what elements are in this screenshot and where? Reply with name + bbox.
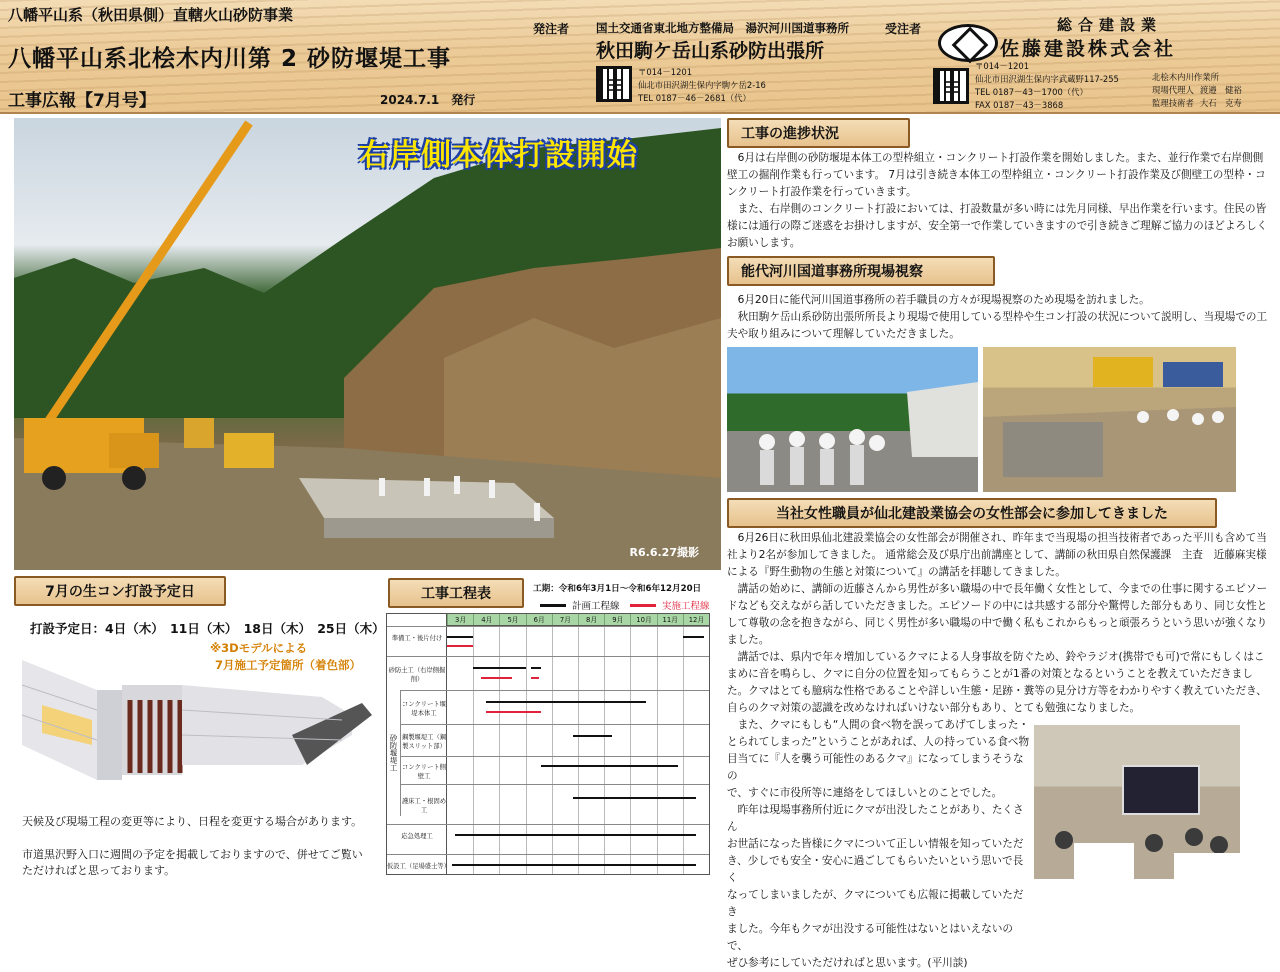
women-paragraph-5-line-5: ました。今年もクマが出没する可能性はないとはいえないので、	[727, 923, 1014, 952]
gantt-month-label: 4月	[473, 614, 499, 625]
company-qr-code	[933, 68, 969, 104]
inspection-photo-1	[727, 347, 978, 492]
gantt-month-label: 8月	[578, 614, 604, 625]
gantt-month-label: 3月	[447, 614, 473, 625]
gantt-row-label: 応急処理工	[401, 833, 433, 840]
gantt-month-label: 6月	[526, 614, 552, 625]
gantt-row-label: 護床工・根固め工	[401, 798, 447, 814]
gantt-row	[387, 656, 709, 690]
gantt-actual-bar	[486, 711, 541, 713]
office-name: 秋田駒ケ岳山系砂防出張所	[596, 40, 825, 62]
progress-paragraph-2: また、右岸側のコンクリート打設においては、打設数量が多い時には先月同様、早出作業を行います。住民の皆様には通行の際ご迷惑をお掛けしますが、安全第一で作業していきますので引き続きご理解ご協力のほどよろしくお願いします。	[727, 203, 1268, 249]
gantt-month-label: 5月	[499, 614, 525, 625]
staff-row	[1152, 97, 1272, 110]
women-paragraph-5-line-6: ぜひ参考にしていただければと思います。(平川談)	[727, 957, 968, 969]
office-qr-code	[596, 66, 632, 102]
company-name: 佐藤建設株式会社	[1000, 38, 1177, 60]
staff-name: 大石 克寿	[1199, 98, 1242, 108]
office-address-block	[638, 66, 766, 105]
dam-3d-model	[22, 655, 372, 785]
progress-body	[727, 150, 1272, 252]
contractor-label: 受注者	[885, 22, 922, 36]
gantt-plan-bar	[683, 636, 704, 638]
seminar-photo	[1034, 725, 1240, 879]
office-tel: TEL 0187－46－2681（代）	[638, 93, 751, 103]
weekly-notice-line-1: 市道黒沢野入口に週間の予定を掲載しておりますので、併せてご覧い	[22, 848, 363, 861]
inspection-scene-2	[983, 347, 1236, 492]
company-type: 総合建設業	[1057, 16, 1163, 34]
gantt-row	[387, 854, 709, 884]
model-note-line-2: 7月施工予定箇所（着色部）	[215, 658, 362, 672]
schedule-heading: 7月の生コン打設予定日	[14, 576, 226, 606]
gantt-month-label: 12月	[683, 614, 709, 625]
site-office: 北桧木内川作業所	[1152, 72, 1219, 82]
company-logo-icon	[938, 24, 998, 62]
gantt-actual-bar	[531, 677, 539, 679]
legend-actual-swatch	[630, 604, 656, 607]
women-paragraph-4-line-1: また、クマにもしも“人間の食べ物を誤ってあげてしまった・	[727, 719, 1030, 731]
pour-dates: 打設予定日：4日（木） 11日（木） 18日（木） 25日（木）	[30, 621, 385, 636]
gantt-month-label: 7月	[552, 614, 578, 625]
gantt-row	[401, 724, 709, 756]
gantt-month-label: 10月	[630, 614, 656, 625]
gantt-row-label: 鋼製堰堤工（鋼製スリット部）	[401, 734, 447, 750]
weekly-notice	[22, 847, 363, 879]
inspection-paragraph-1: 6月20日に能代河川国道事務所の若手職員の方々が現場視察のため現場を訪れました。	[727, 294, 1150, 306]
gantt-plan-bar	[541, 765, 677, 767]
company-fax: FAX 0187－43－3868	[975, 100, 1064, 110]
gantt-row	[401, 756, 709, 784]
seminar-audience	[1034, 725, 1240, 879]
progress-paragraph-1: 6月は右岸側の砂防堰堤本体工の型枠組立・コンクリート打設作業を開始しました。また、並行作業で右岸側側壁工の掘削作業も行っています。 7月は引き続き本体工の型枠組立・コンクリート打設作業及び側壁工の型枠・コンクリート打設作業を行っていきます。	[727, 152, 1266, 198]
inspection-heading: 能代河川国道事務所現場視察	[727, 256, 995, 286]
gantt-actual-bar	[481, 677, 512, 679]
company-tel: TEL 0187－43－1700（代）	[975, 87, 1088, 97]
model-note-line-1: ※3Dモデルによる	[210, 641, 308, 655]
staff-block	[1152, 71, 1272, 110]
legend-plan-swatch	[540, 604, 566, 607]
gantt-month-label: 9月	[604, 614, 630, 625]
dam-3d-model-illustration	[22, 655, 372, 785]
main-construction-photo	[14, 118, 721, 570]
project-title: 八幡平山系北桧木内川第 2 砂防堰堤工事	[8, 46, 452, 72]
gantt-group-label: 砂防堰堤工	[387, 690, 401, 816]
gantt-row-label: 砂防土工（右岸側掘削）	[388, 667, 446, 683]
inspection-paragraph-2: 秋田駒ケ岳山系砂防出張所所長より現場で使用している型枠や生コン打設の状況について説明し、当現場での工夫や取り組みについて理解していただきました。	[727, 311, 1268, 340]
women-paragraph-5-line-3: き、少しでも安全・安心に過ごしてもらいたいという思いで長く	[727, 855, 1024, 884]
inspection-body	[727, 292, 1272, 343]
gantt-row-label: コンクリート側壁工	[402, 764, 446, 780]
staff-role: 現場代理人	[1152, 85, 1194, 95]
gantt-row-label: コンクリート堰堤本体工	[402, 701, 446, 717]
women-paragraph-5-line-4: なってしまいましたが、クマについても広報に掲載していただき	[727, 889, 1024, 918]
women-paragraph-4-line-2: とられてしまった”ということがあれば、人の持っている食べ物	[727, 736, 1030, 748]
gantt-month-label: 11月	[657, 614, 683, 625]
gantt-plan-bar	[452, 864, 696, 866]
inspection-photo-2	[983, 347, 1236, 492]
change-notice: 天候及び現場工程の変更等により、日程を変更する場合があります。	[22, 815, 363, 828]
office-postal: 〒014－1201	[638, 67, 693, 77]
weekly-notice-line-2: ただければと思っております。	[22, 864, 176, 877]
orderer-name: 国土交通省東北地方整備局 湯沢河川国道事務所	[596, 21, 849, 35]
staff-role: 監理技術者	[1152, 98, 1194, 108]
main-photo-caption: 右岸側本体打設開始	[359, 138, 638, 173]
gantt-plan-bar	[486, 701, 646, 703]
page-header	[0, 0, 1280, 114]
project-subtitle: 八幡平山系（秋田県側）直轄火山砂防事業	[8, 6, 294, 24]
gantt-plan-bar	[473, 667, 525, 669]
office-address: 仙北市田沢湖生保内字駒ケ岳2-16	[638, 80, 766, 90]
gantt-plan-bar	[447, 636, 473, 638]
gantt-row-label: 仮設工（足場盛土等）	[387, 863, 450, 870]
women-paragraph-5-line-1: 昨年は現場事務所付近にクマが出没したことがあり、たくさん	[727, 804, 1024, 833]
women-paragraph-4-line-4: で、すぐに市役所等に連絡をしてほしいとのことでした。	[727, 787, 1003, 799]
gantt-period: 工期：令和6年3月1日～令和6年12月20日	[533, 584, 702, 594]
women-paragraph-4-line-3: 目当てに『人を襲う可能性のあるクマ』になってしまうそうなの	[727, 753, 1024, 782]
issue-date: 2024.7.1 発行	[380, 93, 476, 107]
construction-scene-illustration	[14, 118, 721, 570]
legend-actual	[630, 598, 710, 612]
legend-plan	[540, 598, 620, 612]
women-paragraph-3: 講話では、県内で年々増加しているクマによる人身事故を防ぐため、鈴やラジオ(携帯でも可)で常にもしくはこまめに音を鳴らし、クマに自分の位置を知ってもらうことが1番の対策となるということを教えていただきました。クマはとても臆病な性格であることや詳しい生態・足跡・糞等の見分け方等をわかりやすく教えていただき、自らのクマ対策の認識を改めなければいけない部分もあり、とても勉強になりました。	[727, 651, 1267, 714]
gantt-row	[387, 626, 709, 656]
photo-date-stamp: R6.6.27撮影	[629, 546, 699, 559]
gantt-heading: 工事工程表	[388, 578, 524, 608]
women-paragraph-5-line-2: お世話になった皆様にクマについて正しい情報を知っていただ	[727, 838, 1024, 850]
orderer-label: 発注者	[533, 22, 570, 36]
gantt-row	[387, 824, 709, 854]
legend-actual-label: 実施工程線	[662, 601, 710, 612]
gantt-plan-bar	[573, 797, 696, 799]
gantt-row-label: 準備工・後片付け	[391, 635, 443, 642]
women-body	[727, 530, 1272, 717]
women-paragraph-2: 講話の始めに、講師の近藤さんから男性が多い職場の中で長年働く女性として、今までの仕事に関するエピソードなども交えながら話していただきました。エピソードの中には共感する部分や驚愕した部分もあり、同じ女性として尊敬の念を抱きながら、同じく男性が多い職場の中で働く私もこれからもっと頑張ろうという思いが強くなりました。	[727, 583, 1268, 646]
progress-heading: 工事の進捗状況	[727, 118, 910, 148]
gantt-plan-bar	[531, 667, 541, 669]
company-postal: 〒014－1201	[975, 61, 1030, 71]
gantt-plan-bar	[455, 834, 696, 836]
inspection-scene-1	[727, 347, 978, 492]
gantt-plan-bar	[573, 735, 612, 737]
women-body-narrow	[727, 717, 1032, 972]
gantt-month-header	[447, 614, 709, 626]
women-heading: 当社女性職員が仙北建設業協会の女性部会に参加してきました	[727, 498, 1217, 528]
company-address: 仙北市田沢湖生保内字武蔵野117-255	[975, 74, 1119, 84]
gantt-row	[401, 690, 709, 724]
legend-plan-label: 計画工程線	[572, 601, 620, 612]
gantt-row	[401, 784, 709, 824]
staff-name: 渡邉 健裕	[1199, 85, 1242, 95]
staff-row	[1152, 84, 1272, 97]
issue-label: 工事広報【7月号】	[8, 91, 156, 111]
company-address-block	[975, 60, 1119, 112]
gantt-actual-bar	[447, 645, 473, 647]
gantt-chart	[386, 613, 710, 875]
women-paragraph-1: 6月26日に秋田県仙北建設業協会の女性部会が開催され、昨年まで当現場の担当技術者であった平川も含めて当社より2名が参加してきました。 通常総会及び県庁出前講座として、講師の秋田県自然保護課 主査 近藤麻実様による『野生動物の生態と対策について』の講話を拝聴してきました。	[727, 532, 1267, 578]
